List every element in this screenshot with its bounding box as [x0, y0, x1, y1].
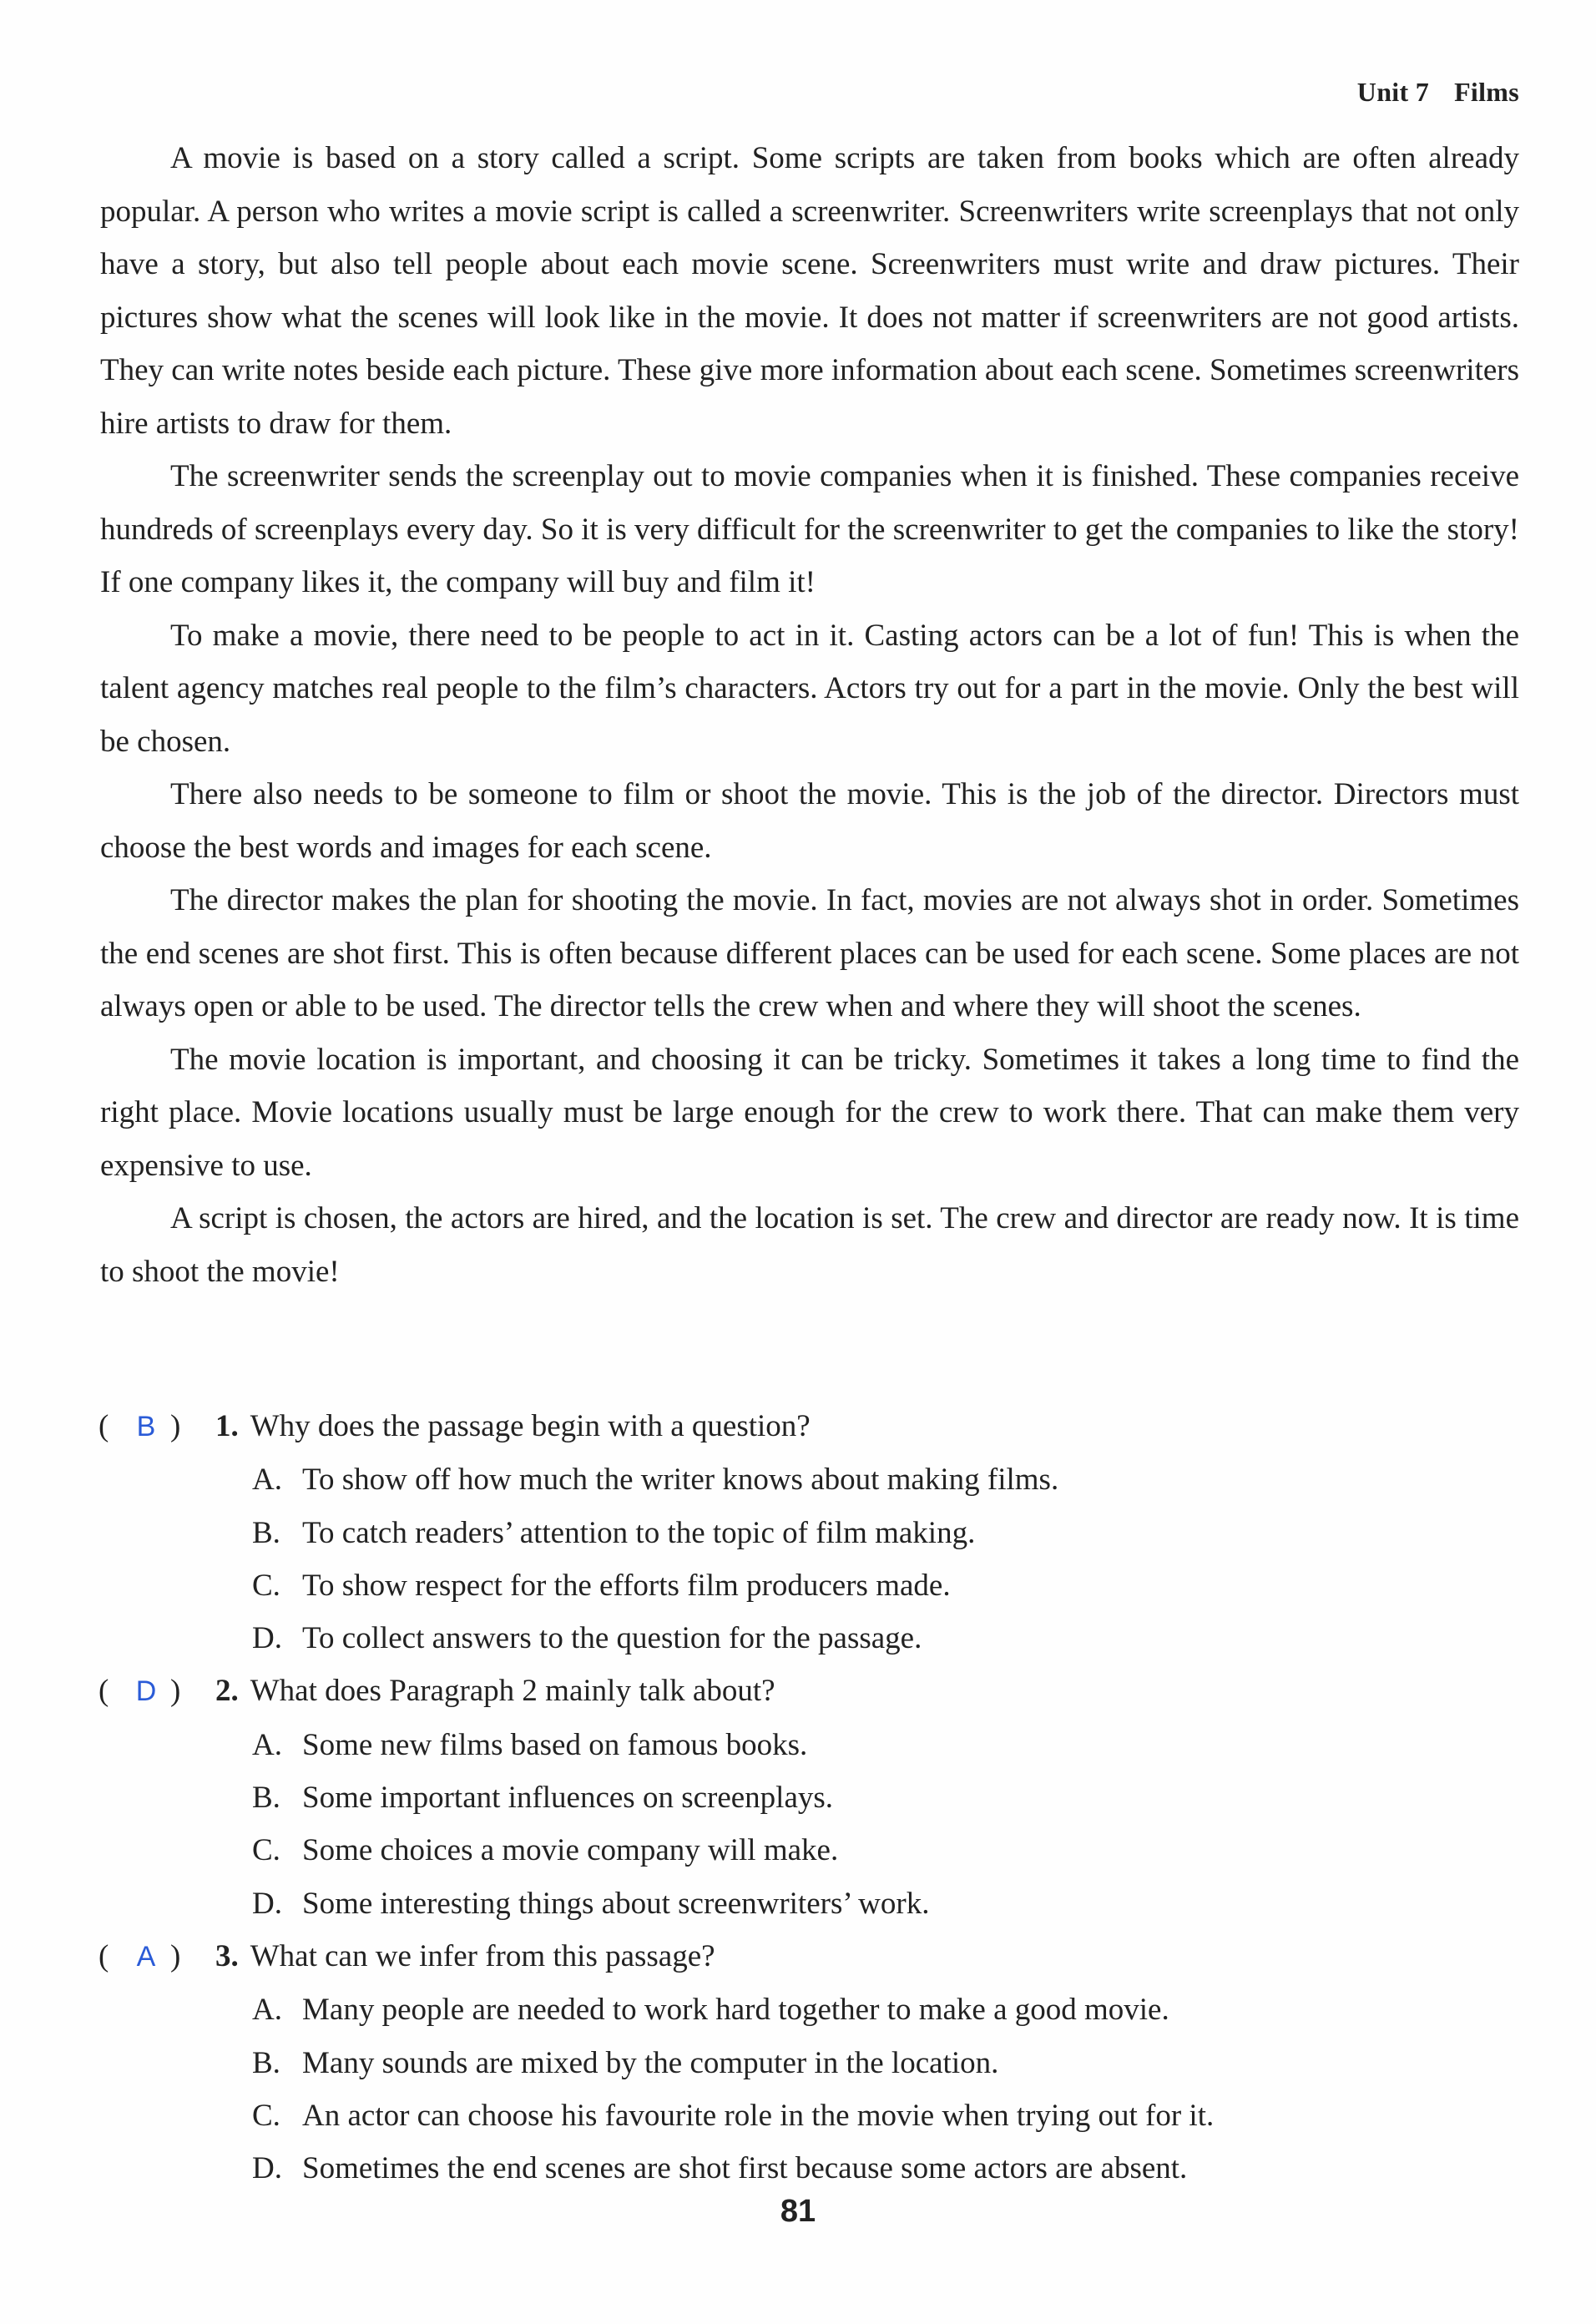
option-text: To show respect for the efforts film producers made.	[302, 1568, 951, 1603]
question-text: What does Paragraph 2 mainly talk about?	[250, 1674, 775, 1709]
option-text: Some choices a movie company will make.	[302, 1833, 839, 1868]
option-letter: A.	[252, 1727, 282, 1762]
option-letter: C.	[252, 2098, 280, 2133]
option-text: To catch readers’ attention to the topic of film making.	[302, 1515, 976, 1550]
question-number: 3.	[215, 1938, 239, 1973]
option-text: Some interesting things about screenwriters’ work.	[302, 1886, 930, 1921]
paragraph: The director makes the plan for shooting the movie. In fact, movies are not always shot in order. Sometimes the end scenes are shot first. This is often because different places can be used for each scene. Some places are not always open or able to be used. The director tells the crew when and where they will shoot the scenes.	[100, 883, 1519, 1023]
option	[98, 1453, 1519, 1506]
option	[98, 1507, 1519, 1559]
option-text: To show off how much the writer knows about making films.	[302, 1463, 1059, 1498]
answer-slot	[98, 1400, 215, 1453]
question-number: 1.	[215, 1409, 239, 1443]
option-letter: B.	[252, 2045, 280, 2080]
option	[98, 2089, 1519, 2142]
option-text: To collect answers to the question for the passage.	[302, 1621, 922, 1656]
right-paren: )	[170, 1674, 181, 1709]
right-paren: )	[170, 1409, 181, 1443]
option	[98, 2037, 1519, 2089]
question-stem	[98, 1665, 1519, 1718]
paragraph: The movie location is important, and choosing it can be tricky. Sometimes it takes a long time to find the right place. Movie locations usually must be large enough for the crew to work there. That can make them very expensive to use.	[100, 1042, 1519, 1183]
reading-passage	[100, 132, 1519, 1298]
option-letter: B.	[252, 1781, 280, 1816]
option	[98, 2142, 1519, 2195]
option	[98, 1612, 1519, 1665]
option-letter: D.	[252, 1886, 282, 1921]
answer-letter: B	[136, 1411, 156, 1442]
answer-slot	[98, 1930, 215, 1983]
answer-letter: A	[136, 1940, 156, 1973]
question-stem	[98, 1400, 1519, 1453]
option	[98, 1771, 1519, 1824]
answer-slot	[98, 1665, 215, 1718]
paragraph: To make a movie, there need to be people to act in it. Casting actors can be a lot of fun! This is when the talent agency matches real people to the film’s characters. Actors try out for a part in the movie. Only the best will be chosen.	[100, 618, 1519, 759]
right-paren: )	[170, 1938, 181, 1973]
question-stem	[98, 1930, 1519, 1983]
question-number: 2.	[215, 1674, 239, 1709]
paragraph: There also needs to be someone to film or shoot the movie. This is the job of the director. Directors must choose the best words and images for each scene.	[100, 777, 1519, 865]
paragraph: A movie is based on a story called a script. Some scripts are taken from books which are often already popular. A person who writes a movie script is called a screenwriter. Screenwriters write screenplays that not only have a story, but also tell people about each movie scene. Screenwriters must write and draw pictures. Their pictures show what the scenes will look like in the movie. It does not matter if screenwriters are not good artists. They can write notes beside each picture. These give more information about each scene. Sometimes screenwriters hire artists to draw for them.	[100, 141, 1519, 441]
page-number: 81	[780, 2194, 816, 2229]
option-text: Some new films based on famous books.	[302, 1727, 808, 1762]
option-letter: C.	[252, 1833, 280, 1868]
option-letter: A.	[252, 1463, 282, 1498]
option	[98, 1719, 1519, 1771]
option	[98, 1559, 1519, 1612]
option-letter: D.	[252, 2151, 282, 2186]
option-letter: D.	[252, 1621, 282, 1656]
option	[98, 1877, 1519, 1930]
option	[98, 1983, 1519, 2036]
left-paren: (	[98, 1938, 109, 1973]
option-text: Many sounds are mixed by the computer in the location.	[302, 2045, 999, 2080]
unit-title: Films	[1454, 77, 1519, 107]
left-paren: (	[98, 1409, 109, 1443]
option-text: Some important influences on screenplays.	[302, 1781, 834, 1816]
answer-letter: D	[135, 1675, 157, 1708]
option-letter: B.	[252, 1515, 280, 1550]
option-letter: C.	[252, 1568, 280, 1603]
paragraph: The screenwriter sends the screenplay out to movie companies when it is finished. These companies receive hundreds of screenplays every day. So it is very difficult for the screenwriter to get the companies to like the story! If one company likes it, the company will buy and film it!	[100, 459, 1519, 599]
question-text: Why does the passage begin with a question?	[250, 1409, 811, 1443]
option-text: Many people are needed to work hard together to make a good movie.	[302, 1993, 1169, 2028]
question-list	[98, 1400, 1519, 2195]
option-text: An actor can choose his favourite role in the movie when trying out for it.	[302, 2098, 1215, 2133]
left-paren: (	[98, 1674, 109, 1709]
question-text: What can we infer from this passage?	[250, 1938, 715, 1973]
option	[98, 1824, 1519, 1877]
paragraph: A script is chosen, the actors are hired, and the location is set. The crew and director are ready now. It is time to shoot the movie!	[100, 1201, 1519, 1289]
option-letter: A.	[252, 1993, 282, 2028]
option-text: Sometimes the end scenes are shot first because some actors are absent.	[302, 2151, 1188, 2186]
unit-label: Unit 7	[1356, 77, 1430, 107]
page-header	[1357, 77, 1519, 108]
